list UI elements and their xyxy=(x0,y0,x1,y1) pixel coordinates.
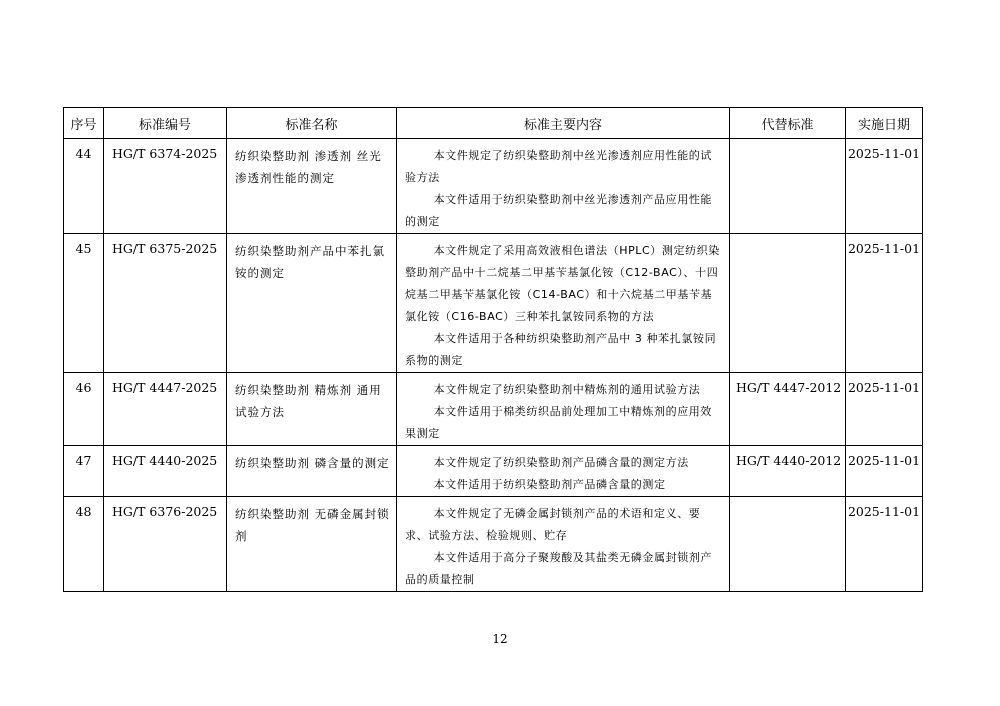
content-paragraph: 本文件适用于高分子聚羧酸及其盐类无磷金属封锁剂产品的质量控制 xyxy=(405,551,712,586)
row-main-content xyxy=(397,234,730,373)
row-standard-code: HG/T 4447-2025 xyxy=(104,373,227,446)
table-row xyxy=(64,139,923,234)
row-replaced-standard xyxy=(730,234,846,373)
row-effective-date: 2025-11-01 xyxy=(846,446,923,497)
table-header-row xyxy=(64,108,923,139)
row-effective-date: 2025-11-01 xyxy=(846,234,923,373)
row-standard-code: HG/T 4440-2025 xyxy=(104,446,227,497)
content-paragraph: 本文件适用于各种纺织染整助剂产品中 3 种苯扎氯铵同系物的测定 xyxy=(405,332,717,367)
page-number: 12 xyxy=(492,632,508,646)
row-effective-date: 2025-11-01 xyxy=(846,139,923,234)
content-paragraph: 本文件规定了纺织染整助剂中精炼剂的通用试验方法 xyxy=(433,383,701,396)
content-paragraph: 本文件规定了无磷金属封锁剂产品的术语和定义、要求、试验方法、检验规则、贮存 xyxy=(405,507,701,542)
header-index: 序号 xyxy=(64,108,104,139)
row-standard-name: 纺织染整助剂 磷含量的测定 xyxy=(227,446,397,497)
content-paragraph: 本文件适用于纺织染整助剂中丝光渗透剂产品应用性能的测定 xyxy=(405,193,712,228)
table-row xyxy=(64,446,923,497)
row-replaced-standard: HG/T 4440-2012 xyxy=(730,446,846,497)
row-standard-name: 纺织染整助剂 无磷金属封锁剂 xyxy=(227,497,397,592)
row-replaced-standard: HG/T 4447-2012 xyxy=(730,373,846,446)
row-index: 48 xyxy=(64,497,104,592)
row-replaced-standard xyxy=(730,497,846,592)
row-main-content xyxy=(397,139,730,234)
header-effective-date: 实施日期 xyxy=(846,108,923,139)
row-standard-code: HG/T 6376-2025 xyxy=(104,497,227,592)
table-row xyxy=(64,497,923,592)
table-row xyxy=(64,373,923,446)
row-standard-name: 纺织染整助剂 渗透剂 丝光渗透剂性能的测定 xyxy=(227,139,397,234)
standards-table xyxy=(63,107,923,592)
row-standard-code: HG/T 6375-2025 xyxy=(104,234,227,373)
row-main-content xyxy=(397,373,730,446)
content-paragraph: 本文件规定了采用高效液相色谱法（HPLC）测定纺织染整助剂产品中十二烷基二甲基苄基氯化铵（C12-BAC）、十四烷基二甲基苄基氯化铵（C14-BAC）和十六烷基二甲基苄基氯化铵（C16-BAC）三种苯扎氯铵同系物的方法 xyxy=(405,244,720,323)
content-paragraph: 本文件规定了纺织染整助剂产品磷含量的测定方法 xyxy=(433,456,689,469)
row-main-content xyxy=(397,446,730,497)
header-standard-code: 标准编号 xyxy=(104,108,227,139)
row-standard-name: 纺织染整助剂 精炼剂 通用试验方法 xyxy=(227,373,397,446)
content-paragraph: 本文件适用于纺织染整助剂产品磷含量的测定 xyxy=(433,478,666,491)
row-index: 44 xyxy=(64,139,104,234)
row-index: 45 xyxy=(64,234,104,373)
row-effective-date: 2025-11-01 xyxy=(846,497,923,592)
header-replaced-standard: 代替标准 xyxy=(730,108,846,139)
header-standard-name: 标准名称 xyxy=(227,108,397,139)
row-standard-code: HG/T 6374-2025 xyxy=(104,139,227,234)
row-index: 47 xyxy=(64,446,104,497)
content-paragraph: 本文件适用于棉类纺织品前处理加工中精炼剂的应用效果测定 xyxy=(405,405,712,440)
row-replaced-standard xyxy=(730,139,846,234)
table-row xyxy=(64,234,923,373)
row-index: 46 xyxy=(64,373,104,446)
row-effective-date: 2025-11-01 xyxy=(846,373,923,446)
row-main-content xyxy=(397,497,730,592)
header-main-content: 标准主要内容 xyxy=(397,108,730,139)
row-standard-name: 纺织染整助剂产品中苯扎氯铵的测定 xyxy=(227,234,397,373)
content-paragraph: 本文件规定了纺织染整助剂中丝光渗透剂应用性能的试验方法 xyxy=(405,149,712,184)
